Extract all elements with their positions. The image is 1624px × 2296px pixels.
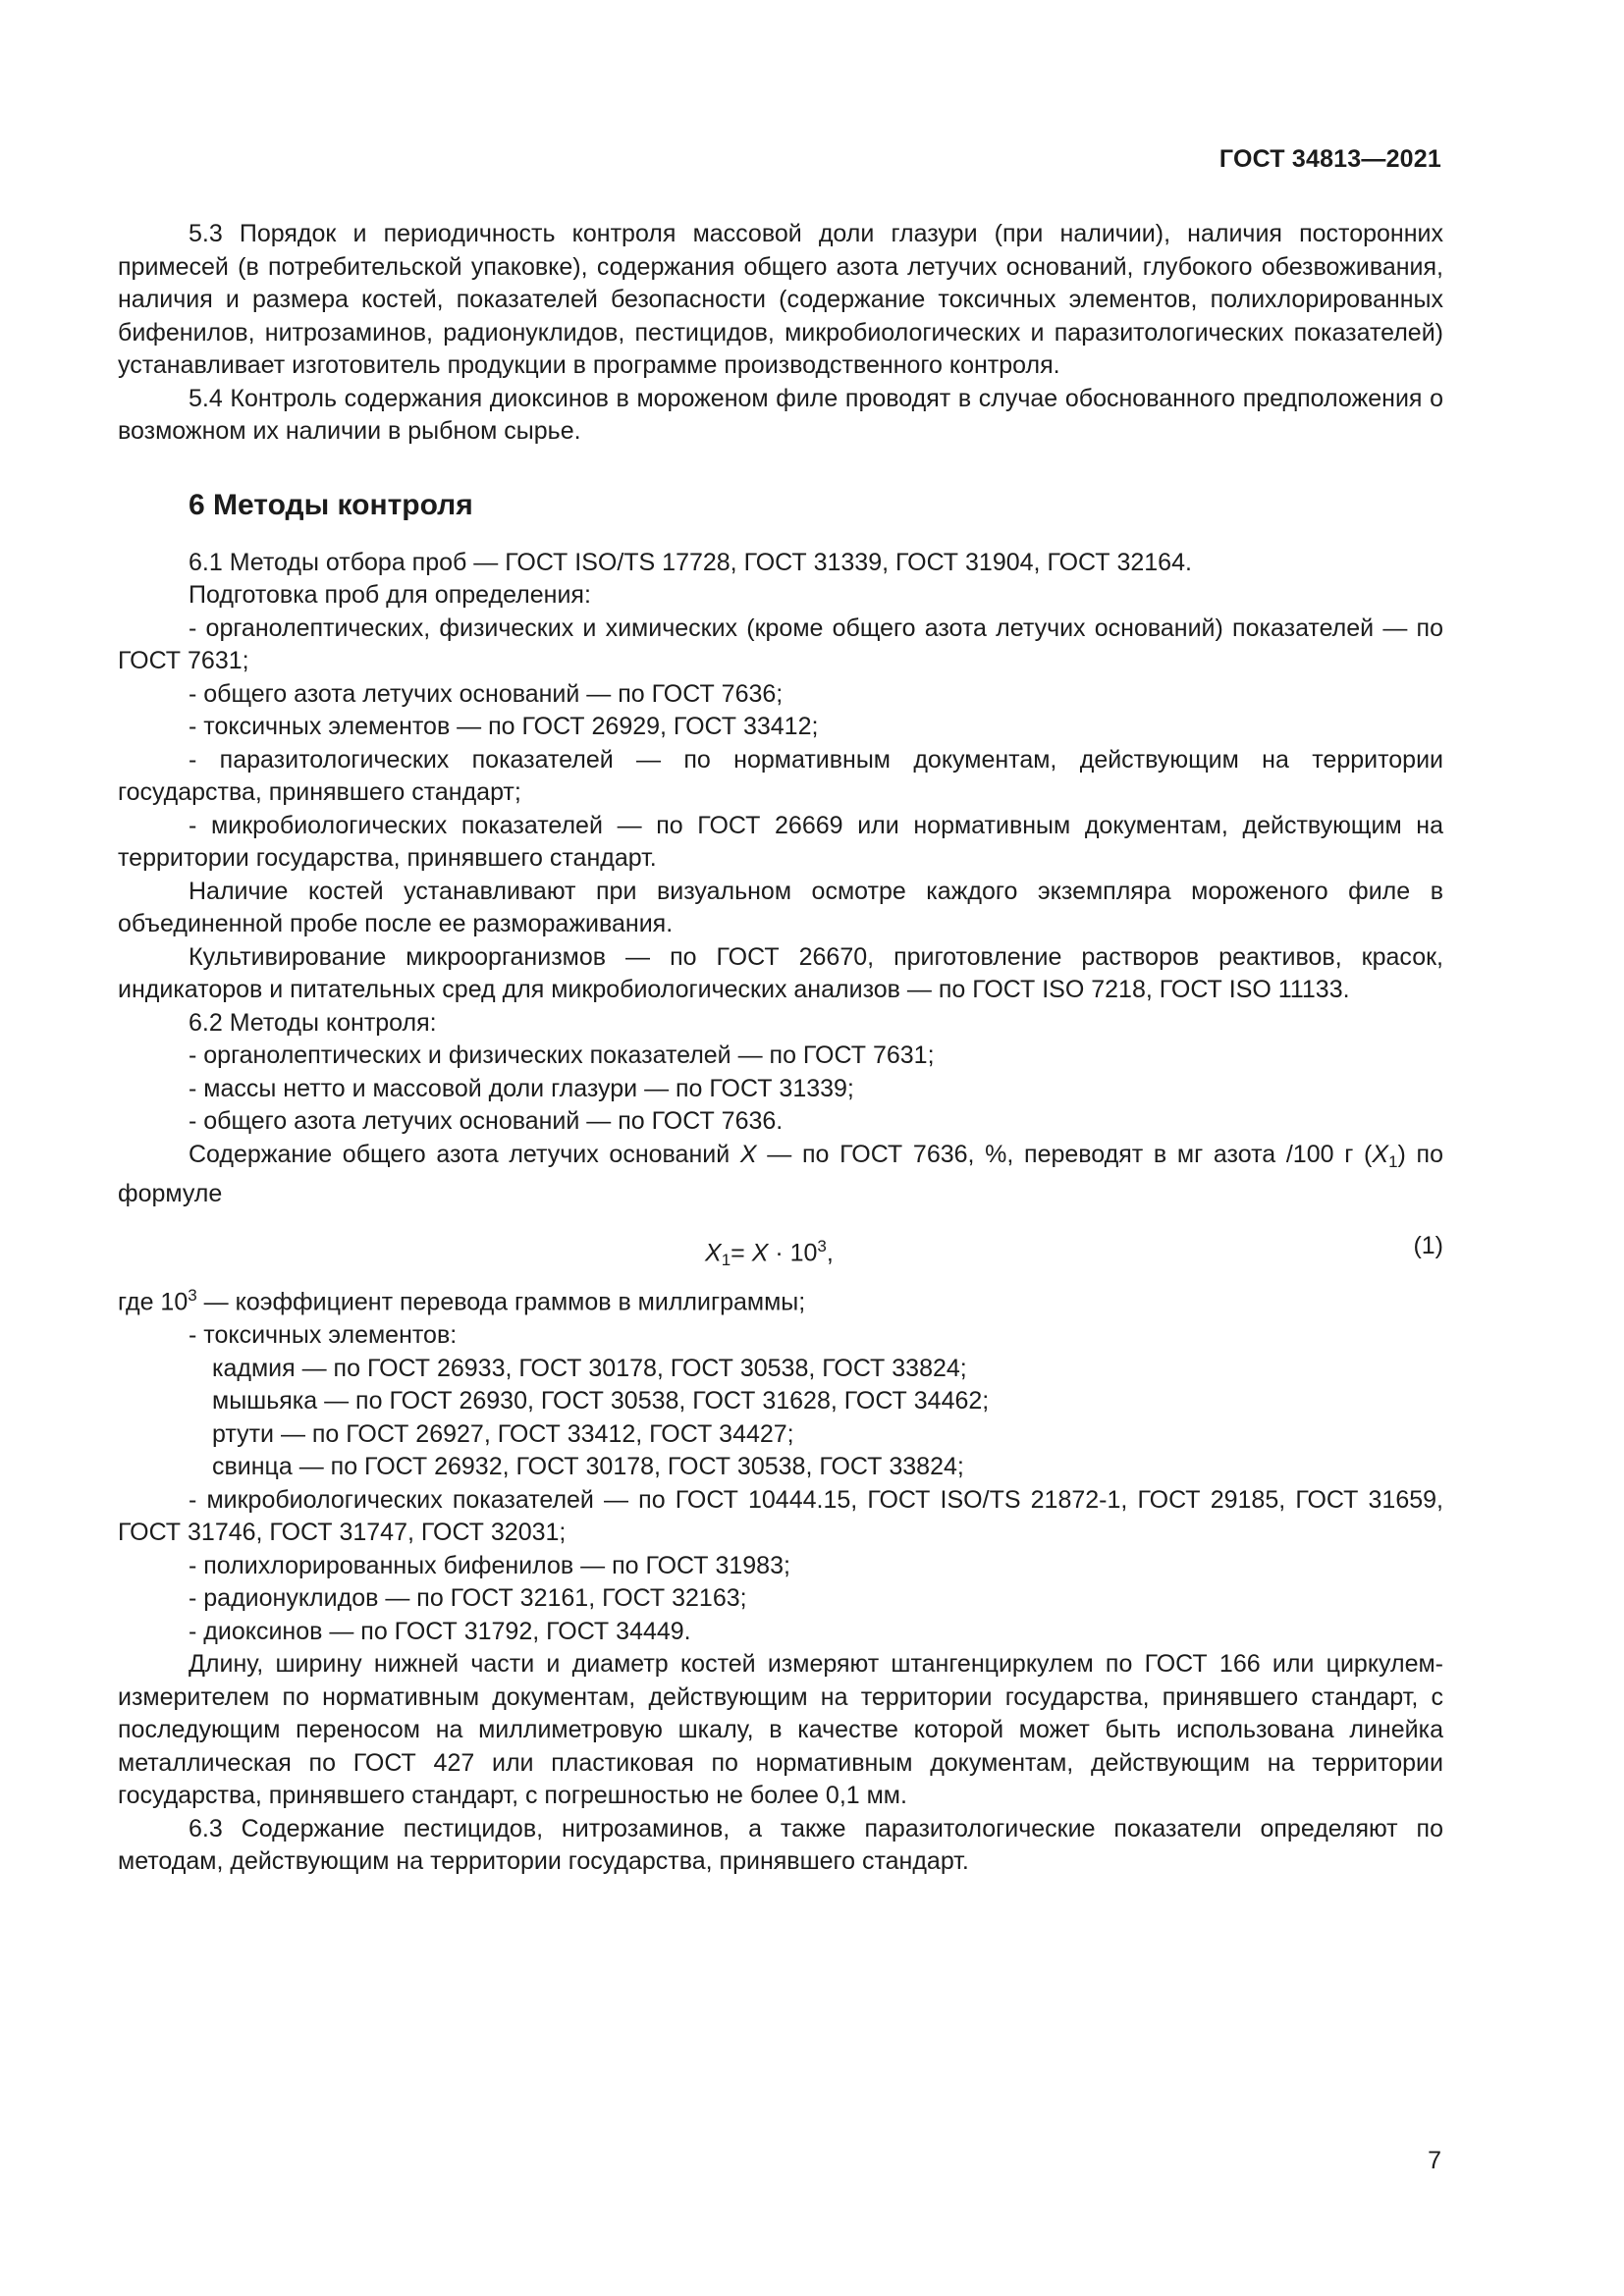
list-item: - токсичных элементов:	[189, 1321, 458, 1350]
variable-x1: X	[1372, 1140, 1389, 1168]
list-item: - паразитологических показателей — по нормативным документам, действующим на территории государства, принявшего стандарт;	[118, 745, 1443, 806]
cultivation-paragraph: Культивирование микроорганизмов — по ГОСТ 26670, приготовление растворов реактивов, красок, индикаторов и питательных сред для микробиологических анализов — по ГОСТ ISO 7218, ГОСТ ISO 11133.	[118, 942, 1443, 1003]
list-subitem: мышьяка — по ГОСТ 26930, ГОСТ 30538, ГОСТ 31628, ГОСТ 34462;	[212, 1387, 990, 1415]
clause-6-1: 6.1 Методы отбора проб — ГОСТ ISO/TS 17728, ГОСТ 31339, ГОСТ 31904, ГОСТ 32164.	[189, 548, 1192, 576]
clause-5-4: 5.4 Контроль содержания диоксинов в мороженом филе проводят в случае обоснованного предположения о возможном их наличии в рыбном сырье.	[118, 384, 1443, 445]
formula-1	[118, 1222, 1443, 1269]
list-subitem: свинца — по ГОСТ 26932, ГОСТ 30178, ГОСТ 30538, ГОСТ 33824;	[212, 1453, 964, 1481]
formula-expression	[705, 1230, 834, 1277]
formula-var: X	[751, 1239, 769, 1267]
superscript: 3	[817, 1237, 827, 1256]
clause-5-3: 5.3 Порядок и периодичность контроля массовой доли глазури (при наличии), наличия посторонних примесей (в потребительской упаковке), содержания общего азота летучих оснований, глубокого обезвоживания, наличия и размера костей, показателей безопасности (содержание токсичных элементов, полихлорированных бифенилов, нитрозаминов, радионуклидов, пестицидов, микробиологических и паразитологических показателей) устанавливает изготовитель продукции в программе производственного контроля.	[118, 220, 1443, 379]
formula-tail: ,	[826, 1239, 834, 1267]
where-paragraph	[118, 1279, 1443, 1319]
list-item: - полихлорированных бифенилов — по ГОСТ 31983;	[189, 1551, 790, 1579]
document-body	[118, 218, 1443, 1879]
length-paragraph: Длину, ширину нижней части и диаметр костей измеряют штангенциркулем по ГОСТ 166 или циркулем-измерителем по нормативным документам, действующим на территории государства, принявшего стандарт, с последующим переносом на миллиметровую шкалу, в качестве которой может быть использована линейка металлическая по ГОСТ 427 или пластиковая по нормативным документам, действующим на территории государства, принявшего стандарт, с погрешностью не более 0,1 мм.	[118, 1650, 1443, 1810]
formula-var: X	[705, 1239, 722, 1267]
subscript: 1	[721, 1251, 731, 1270]
clause-6-2: 6.2 Методы контроля:	[189, 1008, 437, 1037]
list-item: - органолептических, физических и химических (кроме общего азота летучих оснований) показателей — по ГОСТ 7631;	[118, 614, 1443, 674]
formula-mul: · 10	[768, 1239, 818, 1267]
formula-number: (1)	[1413, 1232, 1443, 1260]
bones-paragraph: Наличие костей устанавливают при визуальном осмотре каждого экземпляра мороженого филе в объединенной пробе после ее размораживания.	[118, 877, 1443, 937]
clause-6-3: 6.3 Содержание пестицидов, нитрозаминов, а также паразитологические показатели определяют по методам, действующим на территории государства, принявшего стандарт.	[118, 1814, 1443, 1876]
conversion-text: ) по формуле	[118, 1140, 1444, 1207]
list-item: - органолептических и физических показателей — по ГОСТ 7631;	[189, 1041, 935, 1069]
conversion-text: — по ГОСТ 7636, %, переводят в мг азота /100 г (	[756, 1140, 1373, 1168]
formula-eq: =	[731, 1239, 752, 1267]
subscript: 1	[1388, 1151, 1398, 1171]
list-item: - токсичных элементов — по ГОСТ 26929, ГОСТ 33412;	[189, 713, 819, 740]
where-text: — коэффициент перевода граммов в миллиграммы;	[196, 1288, 806, 1316]
section-heading: 6 Методы контроля	[189, 488, 473, 521]
list-subitem: ртути — по ГОСТ 26927, ГОСТ 33412, ГОСТ 34427;	[212, 1419, 794, 1448]
variable-x: X	[739, 1140, 757, 1168]
prep-intro: Подготовка проб для определения:	[189, 581, 591, 609]
conversion-paragraph	[118, 1139, 1443, 1211]
list-item: - микробиологических показателей — по ГОСТ 10444.15, ГОСТ ISO/TS 21872-1, ГОСТ 29185, ГОСТ 31659, ГОСТ 31746, ГОСТ 31747, ГОСТ 32031;	[118, 1485, 1443, 1547]
list-item: - общего азота летучих оснований — по ГОСТ 7636;	[189, 679, 784, 708]
list-item: - радионуклидов — по ГОСТ 32161, ГОСТ 32163;	[189, 1584, 747, 1613]
conversion-text: Содержание общего азота летучих оснований	[189, 1140, 740, 1168]
page-number: 7	[1428, 2147, 1441, 2174]
where-text: где 10	[118, 1288, 189, 1316]
superscript: 3	[188, 1286, 197, 1306]
list-item: - общего азота летучих оснований — по ГОСТ 7636.	[189, 1107, 784, 1135]
list-subitem: кадмия — по ГОСТ 26933, ГОСТ 30178, ГОСТ 30538, ГОСТ 33824;	[212, 1354, 967, 1382]
list-item: - массы нетто и массовой доли глазури — по ГОСТ 31339;	[189, 1074, 854, 1102]
list-item: - диоксинов — по ГОСТ 31792, ГОСТ 34449.	[189, 1617, 691, 1645]
list-item: - микробиологических показателей — по ГОСТ 26669 или нормативным документам, действующим на территории государства, принявшего стандарт.	[118, 811, 1443, 872]
document-id: ГОСТ 34813—2021	[1218, 145, 1441, 173]
